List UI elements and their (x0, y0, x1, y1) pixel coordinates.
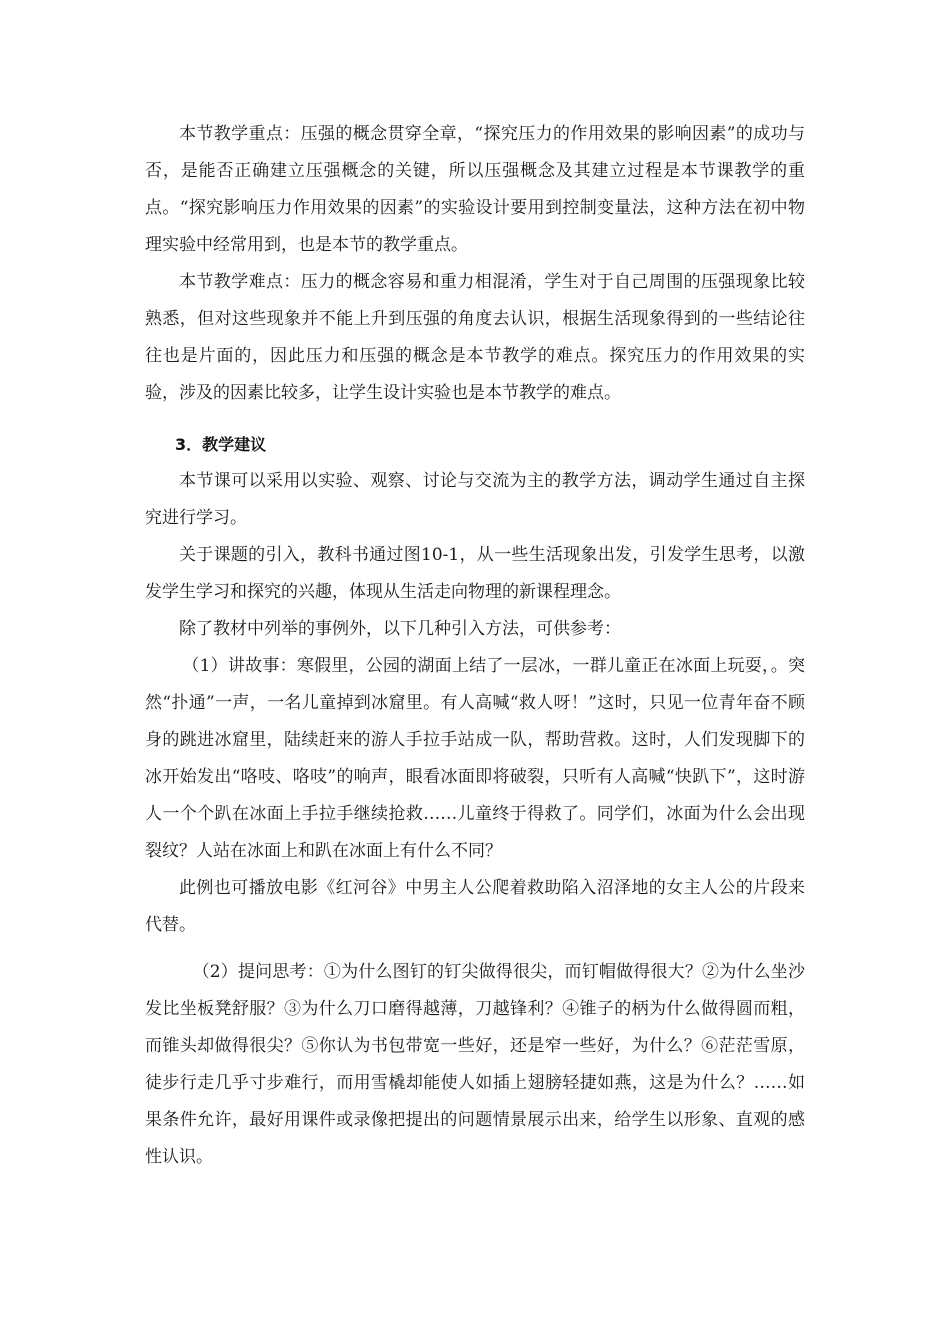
paragraph-other-methods: 除了教材中列举的事例外，以下几种引入方法，可供参考： (179, 619, 621, 639)
section-heading-teaching-suggestions: 3．教学建议 (175, 435, 267, 454)
paragraph-question-method: （2）提问思考：①为什么图钉的钉尖做得很尖，而钉帽做得很大？②为什么坐沙发比坐板凳舒服？③为什么刀口磨得越薄，刀越锋利？④锥子的柄为什么做得圆而粗，而锥头却做得很尖？⑤你认为书包带宽一些好，还是窄一些好，为什么？⑥茫茫雪原，徒步行走几乎寸步难行，而用雪橇却能使人如插上翅膀轻捷如燕，这是为什么？……如果条件允许，最好用课件或录像把提出的问题情景展示出来，给学生以形象、直观的感性认识。 (145, 962, 805, 1167)
paragraph-story-method: （1）讲故事：寒假里，公园的湖面上结了一层冰，一群儿童正在冰面上玩耍，。突然“扑通”一声，一名儿童掉到冰窟里。有人高喊“救人呀！”这时，只见一位青年奋不顾身的跳进冰窟里，陆续赶来的游人手拉手站成一队，帮助营救。这时，人们发现脚下的冰开始发出“咯吱、咯吱”的响声，眼看冰面即将破裂，只听有人高喊“快趴下”，这时游人一个个趴在冰面上手拉手继续抢救……儿童终于得救了。同学们，冰面为什么会出现裂纹？人站在冰面上和趴在冰面上有什么不同？ (145, 656, 805, 861)
spacer (145, 944, 805, 954)
paragraph-film-alternative: 此例也可播放电影《红河谷》中男主人公爬着救助陷入沼泽地的女主人公的片段来代替。 (145, 878, 805, 935)
paragraph-topic-introduction: 关于课题的引入，教科书通过图10-1，从一些生活现象出发，引发学生思考，以激发学生学习和探究的兴趣，体现从生活走向物理的新课程理念。 (145, 545, 805, 602)
paragraph-teaching-method: 本节课可以采用以实验、观察、讨论与交流为主的教学方法，调动学生通过自主探究进行学习。 (145, 471, 805, 528)
document-body (145, 116, 805, 1176)
paragraph-teaching-focus: 本节教学重点：压强的概念贯穿全章，“探究压力的作用效果的影响因素”的成功与否，是能否正确建立压强概念的关键，所以压强概念及其建立过程是本节课教学的重点。“探究影响压力作用效果的因素”的实验设计要用到控制变量法，这种方法在初中物理实验中经常用到，也是本节的教学重点。 (145, 124, 805, 255)
paragraph-teaching-difficulty: 本节教学难点：压力的概念容易和重力相混淆，学生对于自己周围的压强现象比较熟悉，但对这些现象并不能上升到压强的角度去认识，根据生活现象得到的一些结论往往也是片面的，因此压力和压强的概念是本节教学的难点。探究压力的作用效果的实验，涉及的因素比较多，让学生设计实验也是本节教学的难点。 (145, 272, 805, 403)
